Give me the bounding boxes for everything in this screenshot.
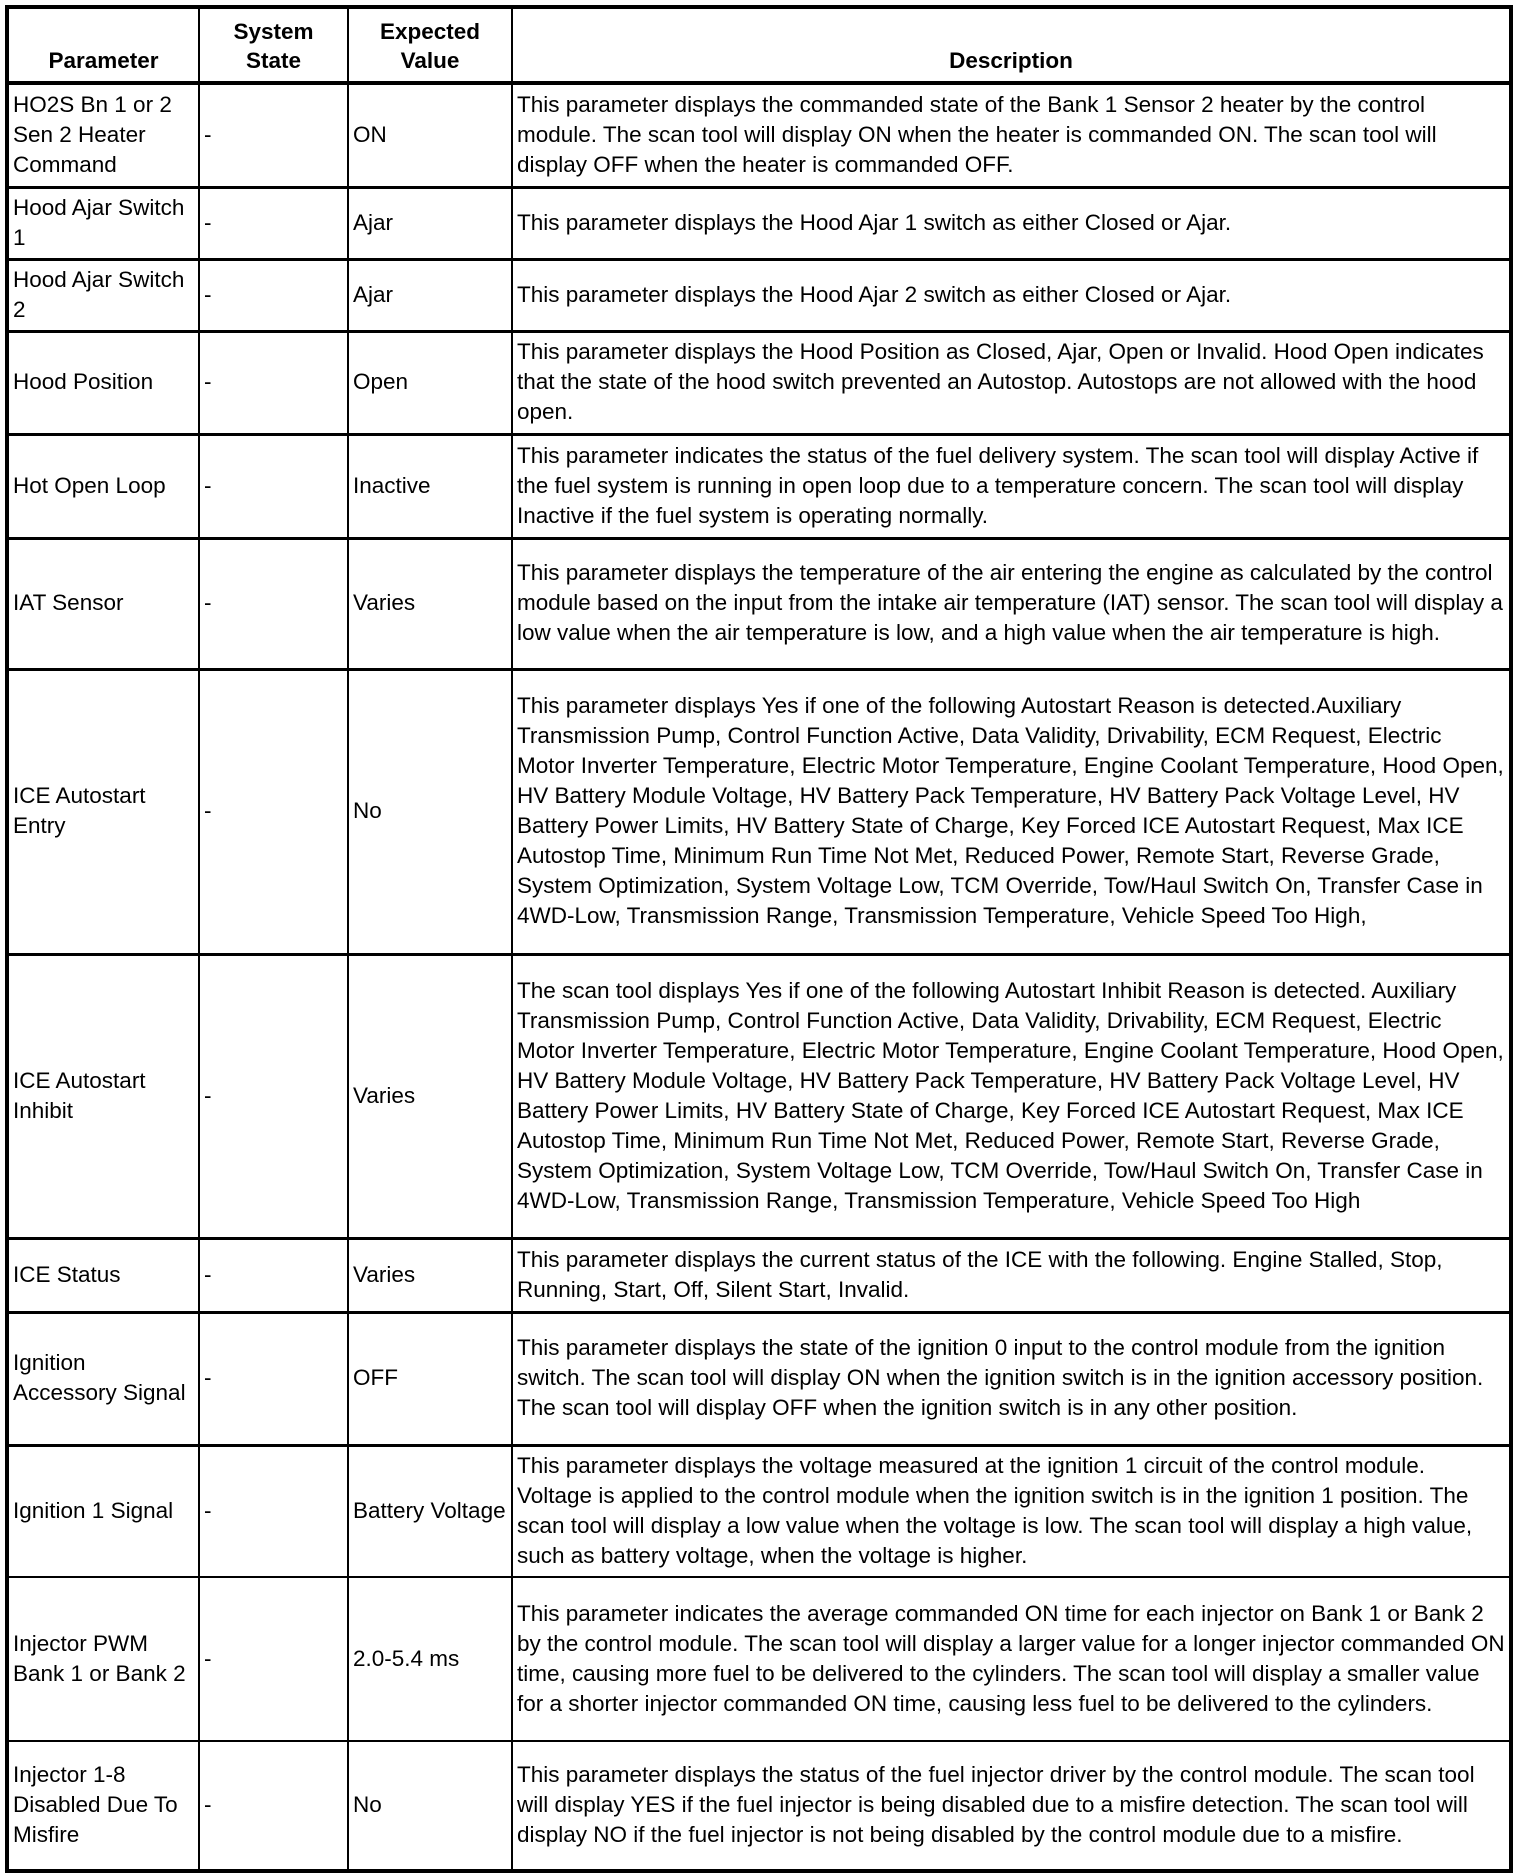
column-header-parameter (7, 7, 199, 83)
parameter-cell: IAT Sensor (7, 538, 199, 669)
table-row (7, 259, 1511, 331)
header-label: Description (949, 48, 1073, 73)
system-state-cell: - (199, 434, 348, 538)
parameter-cell: ICE Status (7, 1238, 199, 1312)
header-label: Value (400, 48, 460, 73)
table-row (7, 83, 1511, 187)
system-state-cell: - (199, 1445, 348, 1577)
column-header-description (512, 7, 1511, 83)
expected-value-cell: Varies (348, 538, 512, 669)
table-row (7, 1312, 1511, 1445)
expected-value-cell: No (348, 1741, 512, 1871)
table-row (7, 1445, 1511, 1577)
parameter-cell: Injector 1-8 Disabled Due To Misfire (7, 1741, 199, 1871)
description-cell: This parameter displays the Hood Ajar 1 switch as either Closed or Ajar. (512, 187, 1511, 259)
table-row (7, 669, 1511, 954)
expected-value-cell: Inactive (348, 434, 512, 538)
header-label: Expected (379, 19, 481, 44)
header-label: System (233, 19, 314, 44)
parameter-cell: Hood Ajar Switch 1 (7, 187, 199, 259)
parameter-cell: Hood Ajar Switch 2 (7, 259, 199, 331)
expected-value-cell: No (348, 669, 512, 954)
description-cell: This parameter displays the state of the ignition 0 input to the control module from the ignition switch. The scan tool will display ON when the ignition switch is in the ignition accessory position. The scan tool will display OFF when the ignition switch is in any other position. (512, 1312, 1511, 1445)
expected-value-cell: OFF (348, 1312, 512, 1445)
system-state-cell: - (199, 259, 348, 331)
parameter-cell: HO2S Bn 1 or 2 Sen 2 Heater Command (7, 83, 199, 187)
expected-value-cell: Open (348, 331, 512, 434)
parameter-cell: Ignition Accessory Signal (7, 1312, 199, 1445)
system-state-cell: - (199, 538, 348, 669)
system-state-cell: - (199, 331, 348, 434)
description-cell: The scan tool displays Yes if one of the following Autostart Inhibit Reason is detected. Auxiliary Transmission Pump, Control Function Active, Data Validity, Drivability, ECM Request, Electric Motor Inverter Temperature, Electric Motor Temperature, Engine Coolant Temperature, Hood Open, HV Battery Module Voltage, HV Battery Pack Temperature, HV Battery Pack Voltage Level, HV Battery Power Limits, HV Battery State of Charge, Key Forced ICE Autostart Request, Max ICE Autostop Time, Minimum Run Time Not Met, Reduced Power, Remote Start, Reverse Grade, System Optimization, System Voltage Low, TCM Override, Tow/Haul Switch On, Transfer Case in 4WD-Low, Transmission Range, Transmission Temperature, Vehicle Speed Too High (512, 954, 1511, 1238)
expected-value-cell: ON (348, 83, 512, 187)
parameter-cell: ICE Autostart Inhibit (7, 954, 199, 1238)
system-state-cell: - (199, 187, 348, 259)
description-cell: This parameter displays the Hood Ajar 2 switch as either Closed or Ajar. (512, 259, 1511, 331)
description-cell: This parameter indicates the status of the fuel delivery system. The scan tool will display Active if the fuel system is running in open loop due to a temperature concern. The scan tool will display Inactive if the fuel system is operating normally. (512, 434, 1511, 538)
system-state-cell: - (199, 1577, 348, 1741)
parameter-cell: Injector PWM Bank 1 or Bank 2 (7, 1577, 199, 1741)
scan-tool-parameter-table (5, 5, 1513, 1873)
table-row (7, 1741, 1511, 1871)
table-row (7, 187, 1511, 259)
expected-value-cell: Ajar (348, 259, 512, 331)
parameter-cell: ICE Autostart Entry (7, 669, 199, 954)
table-row (7, 1577, 1511, 1741)
system-state-cell: - (199, 1741, 348, 1871)
description-cell: This parameter displays the status of the fuel injector driver by the control module. The scan tool will display YES if the fuel injector is being disabled due to a misfire detection. The scan tool will display NO if the fuel injector is not being disabled by the control module due to a misfire. (512, 1741, 1511, 1871)
description-cell: This parameter displays the voltage measured at the ignition 1 circuit of the control module. Voltage is applied to the control module when the ignition switch is in the ignition 1 position. The scan tool will display a low value when the voltage is low. The scan tool will display a high value, such as battery voltage, when the voltage is higher. (512, 1445, 1511, 1577)
description-cell: This parameter displays the commanded state of the Bank 1 Sensor 2 heater by the control module. The scan tool will display ON when the heater is commanded ON. The scan tool will display OFF when the heater is commanded OFF. (512, 83, 1511, 187)
table-row (7, 1238, 1511, 1312)
system-state-cell: - (199, 83, 348, 187)
system-state-cell: - (199, 1238, 348, 1312)
header-label: Parameter (48, 48, 159, 73)
system-state-cell: - (199, 669, 348, 954)
expected-value-cell: Varies (348, 954, 512, 1238)
parameter-cell: Ignition 1 Signal (7, 1445, 199, 1577)
column-header-system-state (199, 7, 348, 83)
table-row (7, 331, 1511, 434)
description-cell: This parameter displays the Hood Position as Closed, Ajar, Open or Invalid. Hood Open indicates that the state of the hood switch prevented an Autostop. Autostops are not allowed with the hood open. (512, 331, 1511, 434)
table-row (7, 434, 1511, 538)
system-state-cell: - (199, 954, 348, 1238)
description-cell: This parameter displays the current status of the ICE with the following. Engine Stalled, Stop, Running, Start, Off, Silent Start, Invalid. (512, 1238, 1511, 1312)
table-header-row (7, 7, 1511, 83)
expected-value-cell: Varies (348, 1238, 512, 1312)
description-cell: This parameter displays Yes if one of the following Autostart Reason is detected.Auxiliary Transmission Pump, Control Function Active, Data Validity, Drivability, ECM Request, Electric Motor Inverter Temperature, Electric Motor Temperature, Engine Coolant Temperature, Hood Open, HV Battery Module Voltage, HV Battery Pack Temperature, HV Battery Pack Voltage Level, HV Battery Power Limits, HV Battery State of Charge, Key Forced ICE Autostart Request, Max ICE Autostop Time, Minimum Run Time Not Met, Reduced Power, Remote Start, Reverse Grade, System Optimization, System Voltage Low, TCM Override, Tow/Haul Switch On, Transfer Case in 4WD-Low, Transmission Range, Transmission Temperature, Vehicle Speed Too High, (512, 669, 1511, 954)
table-row (7, 954, 1511, 1238)
parameter-table-page (5, 5, 1513, 1873)
expected-value-cell: Battery Voltage (348, 1445, 512, 1577)
column-header-expected-value (348, 7, 512, 83)
description-cell: This parameter indicates the average commanded ON time for each injector on Bank 1 or Bank 2 by the control module. The scan tool will display a larger value for a longer injector commanded ON time, causing more fuel to be delivered to the cylinders. The scan tool will display a smaller value for a shorter injector commanded ON time, causing less fuel to be delivered to the cylinders. (512, 1577, 1511, 1741)
description-cell: This parameter displays the temperature of the air entering the engine as calculated by the control module based on the input from the intake air temperature (IAT) sensor. The scan tool will display a low value when the air temperature is low, and a high value when the air temperature is high. (512, 538, 1511, 669)
parameter-cell: Hood Position (7, 331, 199, 434)
system-state-cell: - (199, 1312, 348, 1445)
expected-value-cell: Ajar (348, 187, 512, 259)
header-label: State (245, 48, 302, 73)
expected-value-cell: 2.0-5.4 ms (348, 1577, 512, 1741)
table-row (7, 538, 1511, 669)
parameter-cell: Hot Open Loop (7, 434, 199, 538)
